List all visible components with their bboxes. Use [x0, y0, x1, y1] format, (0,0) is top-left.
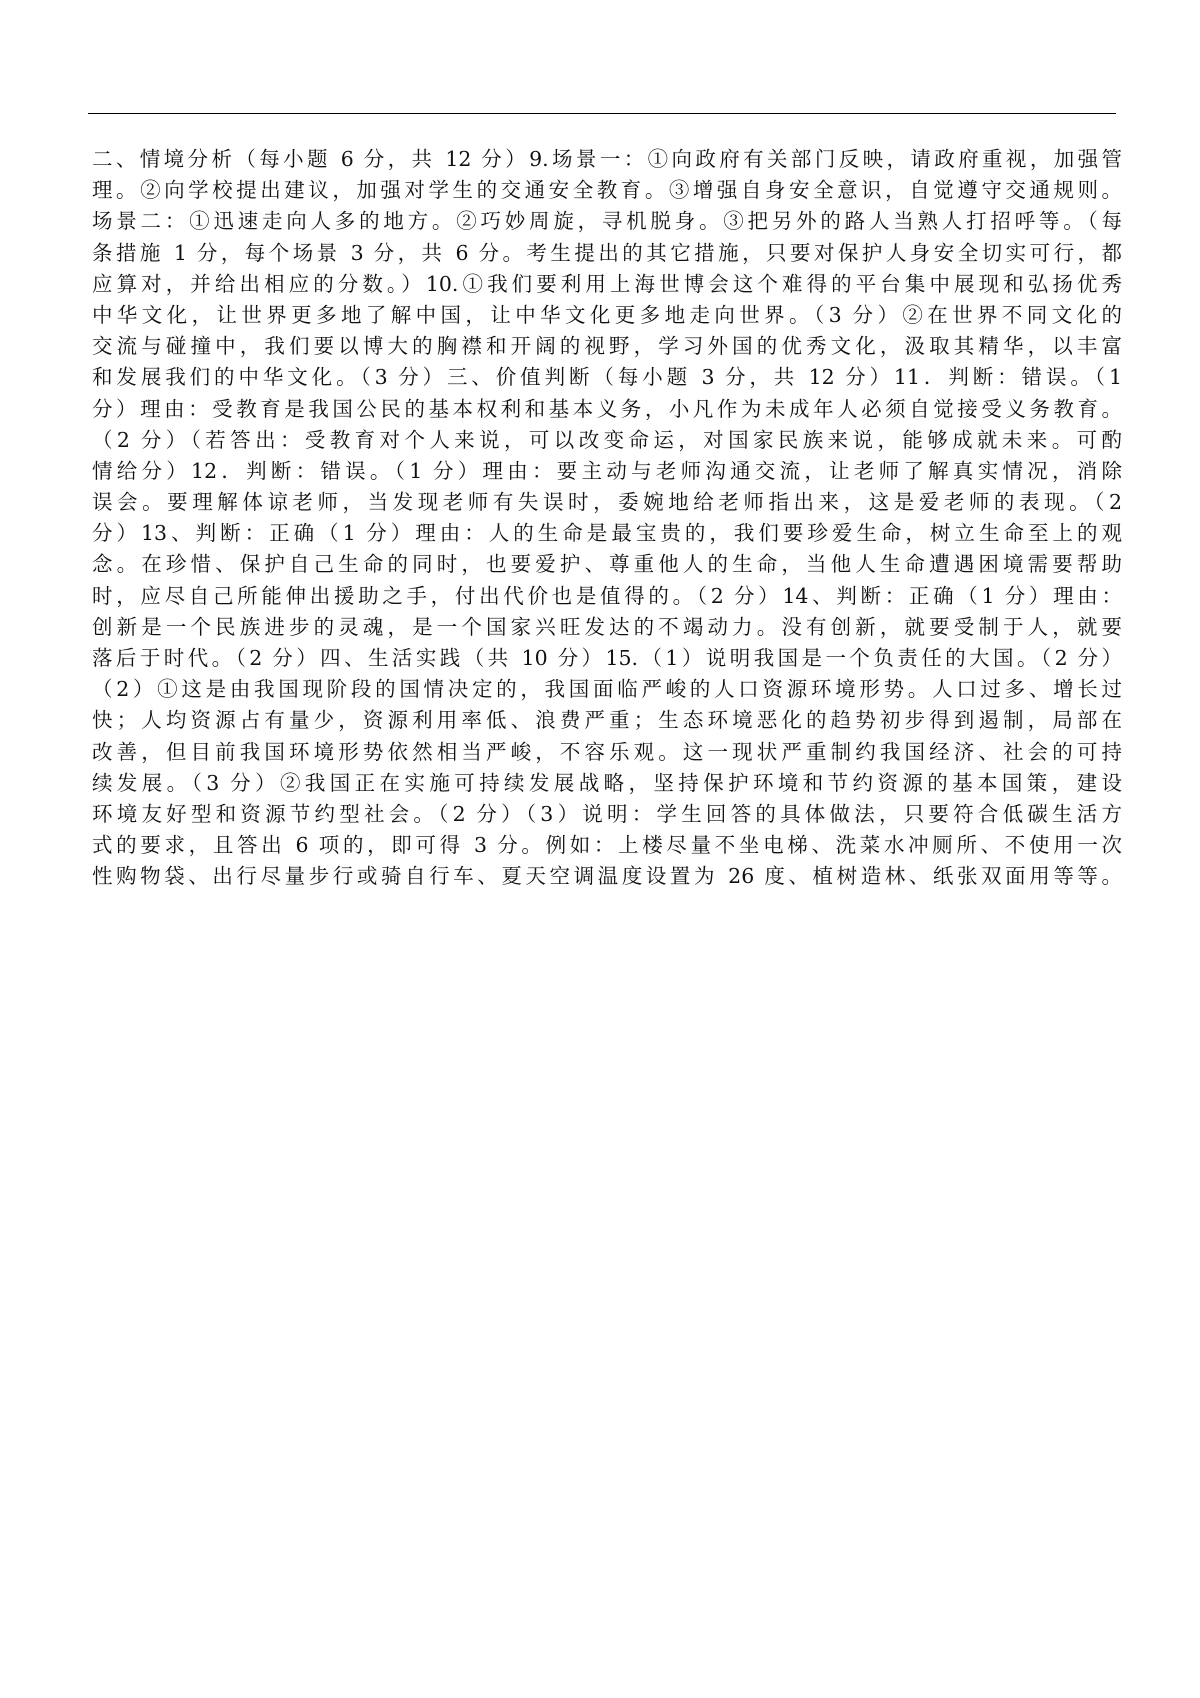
- text-line: 应算对，并给出相应的分数。）10.①我们要利用上海世博会这个难得的平台集中展现和弘扬优秀: [92, 271, 1122, 296]
- text-line: （2 分）（若答出：受教育对个人来说，可以改变命运，对国家民族来说，能够成就未来。可酌: [92, 427, 1122, 452]
- answer-text-block: [92, 144, 1122, 893]
- text-line: 情给分）12．判断：错误。（1 分）理由：要主动与老师沟通交流，让老师了解真实情况，消除: [92, 458, 1122, 483]
- text-line: 念。在珍惜、保护自己生命的同时，也要爱护、尊重他人的生命，当他人生命遭遇困境需要帮助: [92, 552, 1122, 577]
- text-line: 误会。要理解体谅老师，当发现老师有失误时，委婉地给老师指出来，这是爱老师的表现。（2: [92, 490, 1122, 515]
- text-line: 式的要求，且答出 6 项的，即可得 3 分。例如：上楼尽量不坐电梯、洗菜水冲厕所、不使用一次: [92, 833, 1122, 858]
- text-line: 中华文化，让世界更多地了解中国，让中华文化更多地走向世界。（3 分）②在世界不同文化的: [92, 302, 1122, 327]
- text-line: 改善，但目前我国环境形势依然相当严峻，不容乐观。这一现状严重制约我国经济、社会的可持: [92, 739, 1122, 764]
- header-divider: [88, 113, 1116, 114]
- text-line: 和发展我们的中华文化。（3 分）三、价值判断（每小题 3 分，共 12 分）11．判断：错误。（1: [92, 365, 1122, 390]
- text-line: 续发展。（3 分）②我国正在实施可持续发展战略，坚持保护环境和节约资源的基本国策，建设: [92, 770, 1122, 795]
- text-line: 快；人均资源占有量少，资源利用率低、浪费严重；生态环境恶化的趋势初步得到遏制，局部在: [92, 708, 1122, 733]
- text-line: 时，应尽自己所能伸出援助之手，付出代价也是值得的。（2 分）14、判断：正确（1 分）理由：: [92, 583, 1122, 608]
- text-line: 环境友好型和资源节约型社会。（2 分）（3）说明：学生回答的具体做法，只要符合低碳生活方: [92, 801, 1122, 826]
- text-line: 条措施 1 分，每个场景 3 分，共 6 分。考生提出的其它措施，只要对保护人身安全切实可行，都: [92, 240, 1122, 265]
- text-line: 场景二：①迅速走向人多的地方。②巧妙周旋，寻机脱身。③把另外的路人当熟人打招呼等。（每: [92, 209, 1122, 234]
- text-line: 理。②向学校提出建议，加强对学生的交通安全教育。③增强自身安全意识，自觉遵守交通规则。: [92, 178, 1122, 203]
- text-line: 创新是一个民族进步的灵魂，是一个国家兴旺发达的不竭动力。没有创新，就要受制于人，就要: [92, 614, 1122, 639]
- text-line: （2）①这是由我国现阶段的国情决定的，我国面临严峻的人口资源环境形势。人口过多、增长过: [92, 677, 1122, 702]
- text-line: 落后于时代。（2 分）四、生活实践（共 10 分）15.（1）说明我国是一个负责任的大国。（2 分）: [92, 646, 1122, 670]
- text-line: 分）13、判断：正确（1 分）理由：人的生命是最宝贵的，我们要珍爱生命，树立生命至上的观: [92, 521, 1122, 546]
- text-line: 二、情境分析（每小题 6 分，共 12 分）9.场景一：①向政府有关部门反映，请政府重视，加强管: [92, 147, 1122, 171]
- text-line: 交流与碰撞中，我们要以博大的胸襟和开阔的视野，学习外国的优秀文化，汲取其精华，以丰富: [92, 334, 1122, 359]
- text-line: 性购物袋、出行尽量步行或骑自行车、夏天空调温度设置为 26 度、植树造林、纸张双面用等等。: [92, 864, 1122, 889]
- text-line: 分）理由：受教育是我国公民的基本权利和基本义务，小凡作为未成年人必须自觉接受义务教育。: [92, 396, 1122, 421]
